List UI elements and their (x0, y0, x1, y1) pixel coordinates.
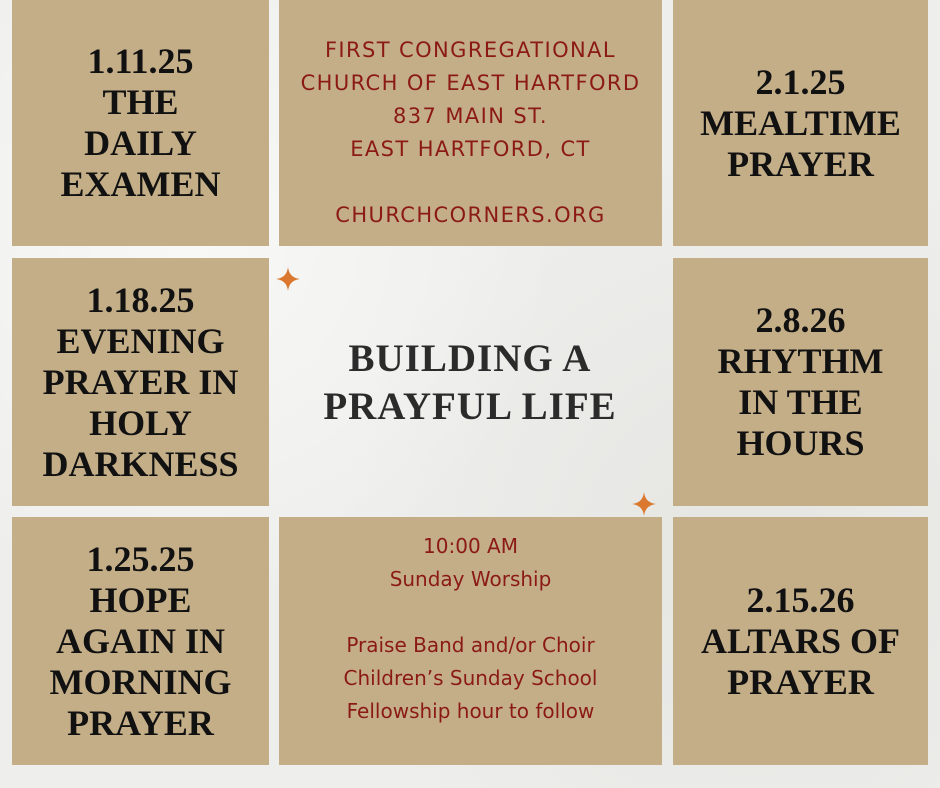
sparkle-icon (631, 491, 657, 517)
tile-title-line: IN THE (738, 382, 863, 422)
tile-date: 2.8.26 (755, 300, 846, 340)
tile-title-line: ALTARS OF (700, 620, 901, 661)
tile-date: 1.11.25 (87, 41, 194, 81)
tile-title-line: RHYTHM (717, 341, 884, 381)
tile-title-line: AGAIN IN (55, 620, 225, 661)
tile-church-info (279, 0, 662, 246)
tile-evening-prayer (12, 258, 269, 506)
tile-mealtime-prayer (673, 0, 928, 246)
worship-detail: Children’s Sunday School (343, 666, 598, 690)
tile-title-line: HOPE (89, 579, 192, 620)
tile-altars-prayer (673, 517, 928, 765)
series-title (270, 258, 670, 508)
tile-date: 2.1.25 (755, 61, 846, 102)
tile-title-line: PRAYER (727, 143, 874, 184)
tile-title-line: MEALTIME (700, 102, 901, 143)
tile-title-line: DARKNESS (42, 443, 239, 484)
tile-date: 1.18.25 (86, 279, 195, 320)
church-name-line: FIRST CONGREGATIONAL (324, 38, 617, 62)
worship-detail: Praise Band and/or Choir (346, 633, 595, 657)
tile-rhythm-hours (673, 258, 928, 506)
sparkle-icon (275, 266, 301, 292)
tile-title-line: PRAYER (727, 661, 874, 702)
tile-worship-info (279, 517, 662, 765)
church-city: EAST HARTFORD, CT (350, 137, 591, 161)
tile-title-line: HOURS (736, 423, 865, 463)
tile-date: 2.15.26 (746, 579, 855, 620)
tile-title-line: HOLY (89, 402, 192, 443)
worship-time: 10:00 AM (423, 534, 518, 558)
church-name-line: CHURCH OF EAST HARTFORD (300, 71, 641, 95)
series-title-line: BUILDING A (348, 337, 592, 380)
tile-title-line: DAILY (84, 123, 197, 163)
series-title-line: PRAYFUL LIFE (323, 385, 617, 428)
tile-date: 1.25.25 (86, 538, 195, 579)
tile-title-line: THE (102, 82, 179, 122)
tile-morning-prayer (12, 517, 269, 765)
tile-title-line: PRAYER IN (42, 361, 239, 402)
worship-service: Sunday Worship (389, 567, 552, 591)
church-address: 837 MAIN ST. (393, 104, 548, 128)
church-website-link[interactable]: CHURCHCORNERS.ORG (335, 203, 606, 227)
tile-title-line: PRAYER (67, 702, 214, 743)
tile-title-line: MORNING (49, 661, 232, 702)
tile-title-line: EXAMEN (60, 164, 221, 204)
tile-title-line: EVENING (56, 320, 225, 361)
worship-detail: Fellowship hour to follow (346, 699, 595, 723)
tile-daily-examen (12, 0, 269, 246)
